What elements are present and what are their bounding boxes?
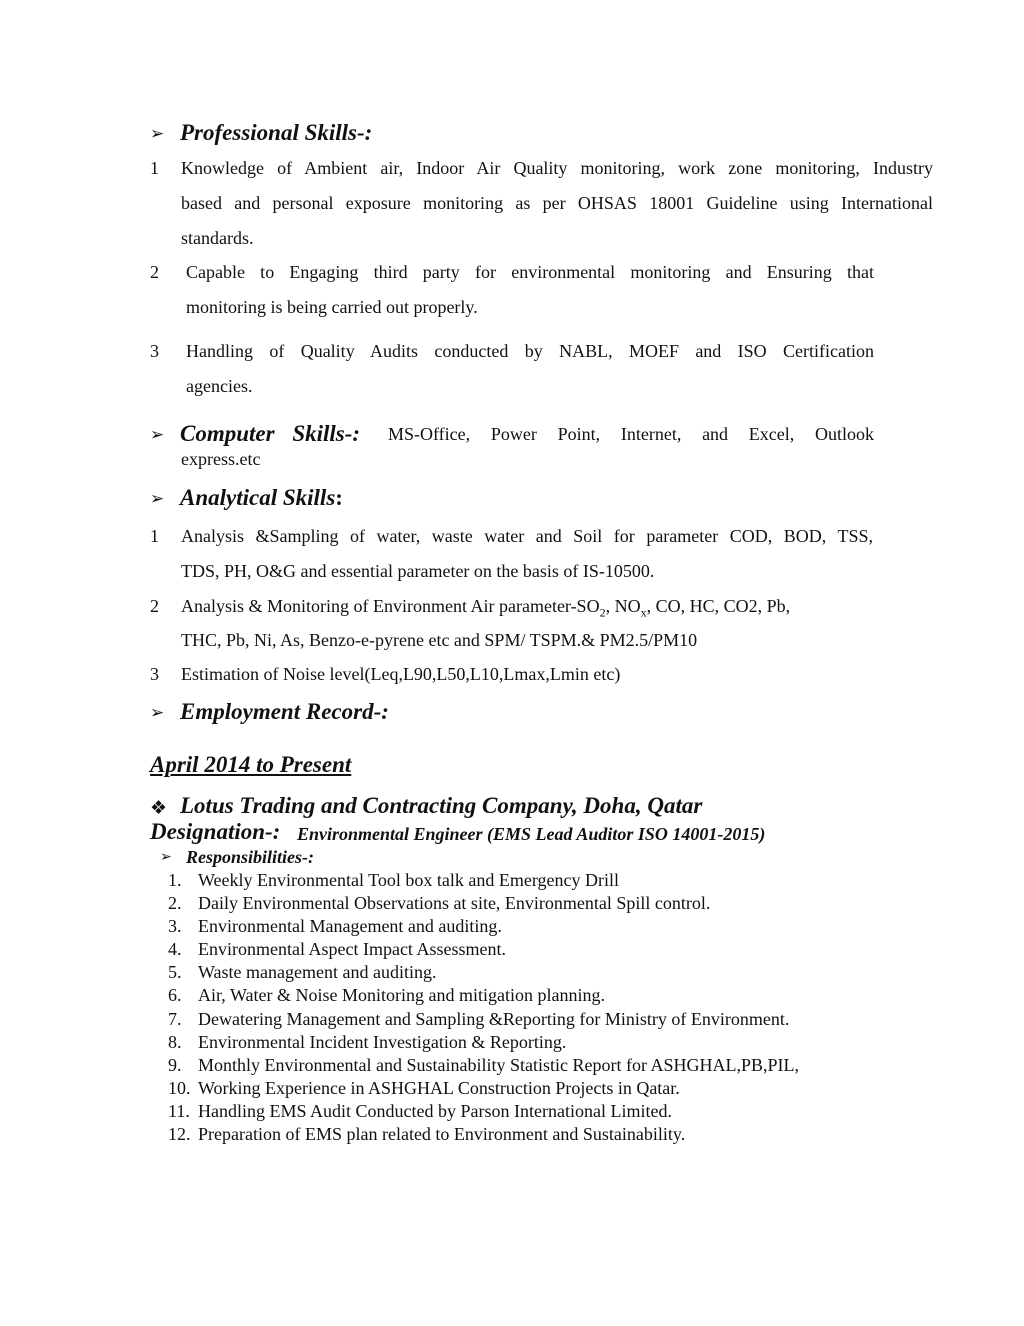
list-item: 3. Environmental Management and auditing. bbox=[168, 916, 502, 936]
list-item: 11. Handling EMS Audit Conducted by Parson International Limited. bbox=[168, 1101, 672, 1121]
list-item: 10. Working Experience in ASHGHAL Construction Projects in Qatar. bbox=[168, 1078, 680, 1098]
arrow-bullet-icon: ➢ bbox=[160, 849, 172, 865]
list-item: 4. Environmental Aspect Impact Assessment. bbox=[168, 939, 506, 959]
list-number: 1 bbox=[150, 158, 159, 178]
list-item: 6. Air, Water & Noise Monitoring and mitigation planning. bbox=[168, 985, 605, 1005]
list-item-line: Analysis &Sampling of water, waste water and Soil for parameter COD, BOD, TSS, bbox=[181, 526, 873, 546]
list-item: 8. Environmental Incident Investigation & Reporting. bbox=[168, 1032, 567, 1052]
professional-skills-heading: Professional Skills-: bbox=[180, 120, 373, 145]
list-item-line: agencies. bbox=[186, 376, 253, 396]
list-item-line: Capable to Engaging third party for environmental monitoring and Ensuring that bbox=[186, 262, 874, 282]
list-item-line: Knowledge of Ambient air, Indoor Air Quality monitoring, work zone monitoring, Industry bbox=[181, 158, 933, 178]
list-number: 1 bbox=[150, 526, 159, 546]
list-item-line: standards. bbox=[181, 228, 254, 248]
arrow-bullet-icon: ➢ bbox=[150, 425, 165, 445]
responsibilities-label: Responsibilities-: bbox=[186, 847, 315, 867]
designation-value: Environmental Engineer (EMS Lead Auditor ISO 14001-2015) bbox=[297, 824, 766, 844]
diamond-bullet-icon: ❖ bbox=[150, 797, 168, 819]
arrow-bullet-icon: ➢ bbox=[150, 124, 165, 144]
list-item-line: Handling of Quality Audits conducted by NABL, MOEF and ISO Certification bbox=[186, 341, 874, 361]
employment-period: April 2014 to Present bbox=[150, 752, 352, 777]
computer-skills-heading: Computer Skills-: bbox=[180, 421, 361, 446]
list-item: 7. Dewatering Management and Sampling &Reporting for Ministry of Environment. bbox=[168, 1009, 790, 1029]
list-item: 2. Daily Environmental Observations at site, Environmental Spill control. bbox=[168, 893, 711, 913]
arrow-bullet-icon: ➢ bbox=[150, 703, 165, 723]
list-item-line: TDS, PH, O&G and essential parameter on the basis of IS-10500. bbox=[181, 561, 655, 581]
arrow-bullet-icon: ➢ bbox=[150, 489, 165, 509]
list-item: 5. Waste management and auditing. bbox=[168, 962, 437, 982]
list-item: 1. Weekly Environmental Tool box talk and Emergency Drill bbox=[168, 870, 620, 890]
list-number: 3 bbox=[150, 341, 159, 361]
list-item: 9. Monthly Environmental and Sustainability Statistic Report for ASHGHAL,PB,PIL, bbox=[168, 1055, 799, 1075]
designation-label: Designation-: bbox=[150, 819, 281, 844]
computer-skills-text: express.etc bbox=[181, 449, 261, 469]
list-item-line: THC, Pb, Ni, As, Benzo-e-pyrene etc and SPM/ TSPM.& PM2.5/PM10 bbox=[181, 630, 698, 650]
analytical-skills-heading: Analytical Skills: bbox=[180, 485, 343, 510]
list-item-line: monitoring is being carried out properly. bbox=[186, 297, 478, 317]
list-item: 12. Preparation of EMS plan related to Environment and Sustainability. bbox=[168, 1124, 686, 1144]
list-item-line: Analysis & Monitoring of Environment Air parameter-$SO_2$, $NO_x$, CO, HC, CO2, Pb, bbox=[181, 596, 791, 620]
list-item-line: based and personal exposure monitoring as per OHSAS 18001 Guideline using International bbox=[181, 193, 933, 213]
company-name: Lotus Trading and Contracting Company, Doha, Qatar bbox=[180, 793, 703, 818]
list-number: 3 bbox=[150, 664, 159, 684]
list-item-line: Estimation of Noise level(Leq,L90,L50,L10,Lmax,Lmin etc) bbox=[181, 664, 621, 684]
list-number: 2 bbox=[150, 262, 159, 282]
list-number: 2 bbox=[150, 596, 159, 616]
computer-skills-text: MS-Office, Power Point, Internet, and Excel, Outlook bbox=[388, 424, 874, 444]
employment-record-heading: Employment Record-: bbox=[180, 699, 389, 724]
